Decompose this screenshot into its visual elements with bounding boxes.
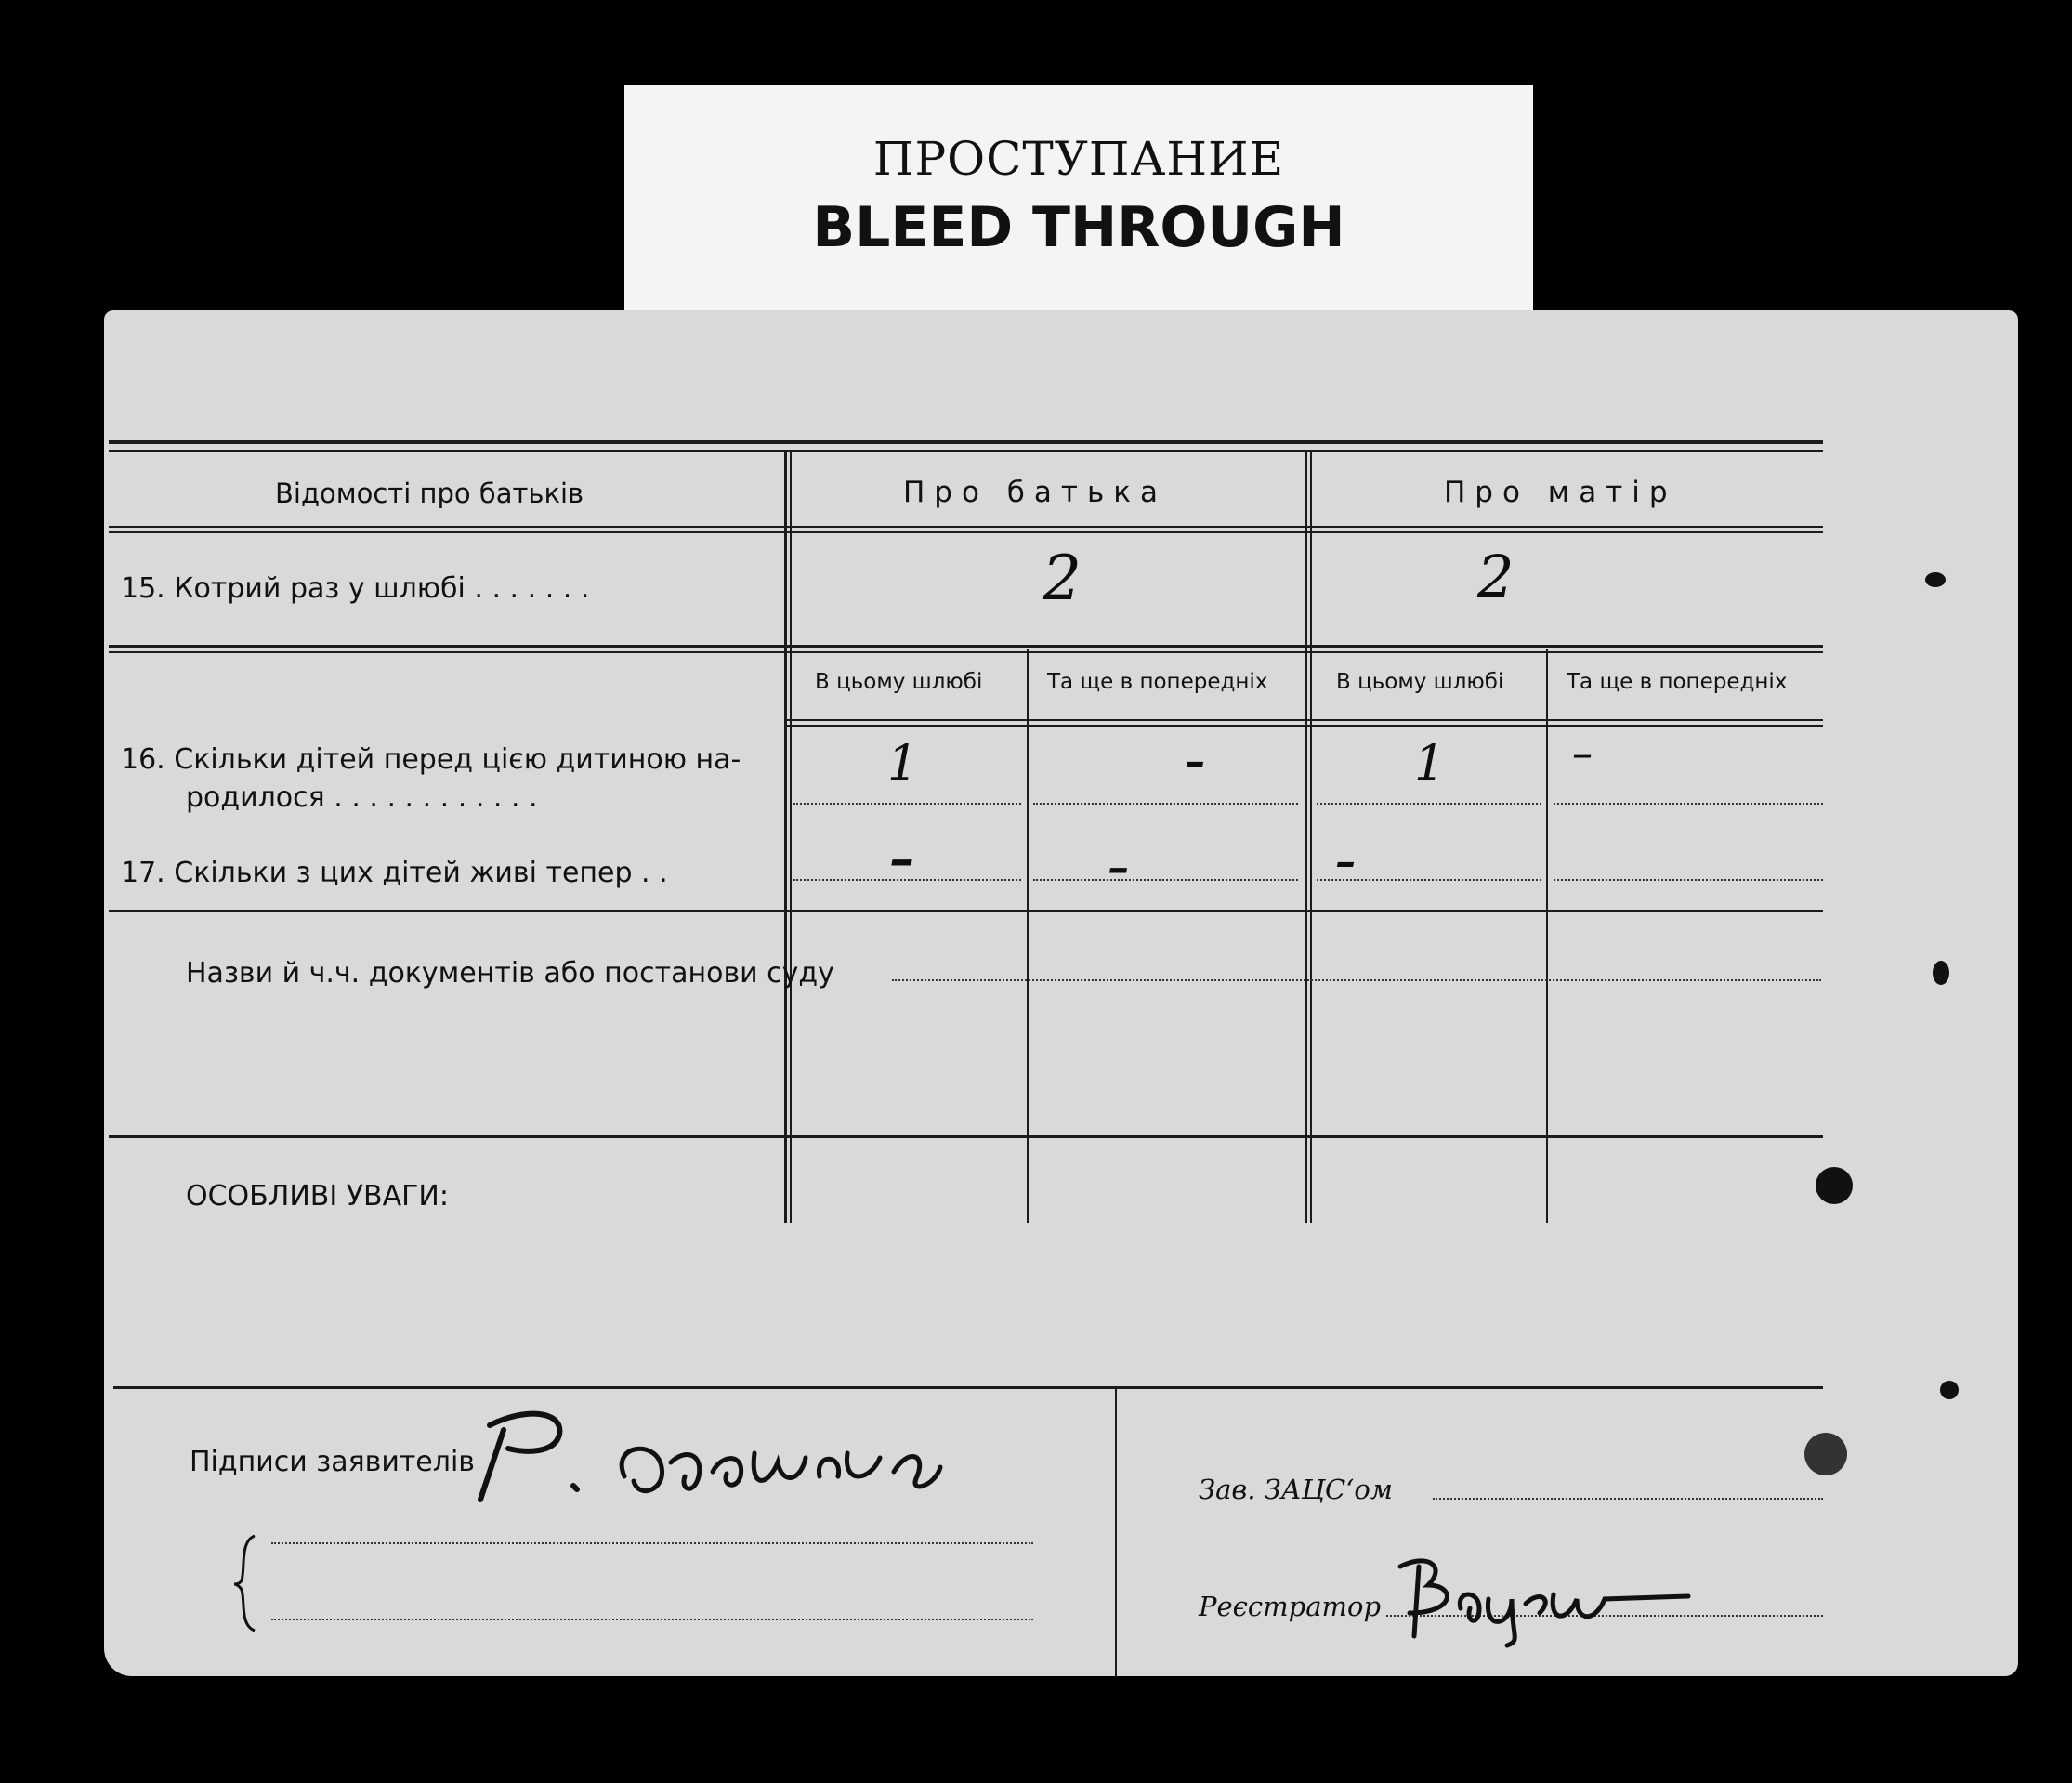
brace-symbol bbox=[232, 1532, 260, 1634]
subheader-mother-current-marriage: В цьому шлюбі bbox=[1336, 670, 1504, 694]
column-divider-2 bbox=[1305, 452, 1307, 1223]
table-top-rule-inner bbox=[109, 450, 1823, 452]
row-16-dotline-1 bbox=[793, 803, 1021, 805]
head-zags-signature-line bbox=[1433, 1498, 1823, 1500]
row-16-dotline-3 bbox=[1317, 803, 1541, 805]
column-divider-1b bbox=[790, 452, 792, 1223]
punch-hole-4 bbox=[1940, 1381, 1959, 1399]
q17-mother-current-value: – bbox=[1335, 838, 1356, 885]
punch-hole-5 bbox=[1804, 1433, 1847, 1475]
form-sheet bbox=[104, 310, 2018, 1676]
row-17-dotline-3 bbox=[1317, 879, 1541, 881]
q17-father-previous-value: – bbox=[1108, 842, 1129, 892]
table-top-rule bbox=[109, 440, 1823, 444]
header-bottom-rule-2 bbox=[109, 531, 1823, 533]
column-divider-1 bbox=[784, 452, 787, 1223]
notes-bottom-rule bbox=[113, 1386, 1823, 1389]
punch-hole-1 bbox=[1925, 572, 1946, 587]
header-about-father: Про батька bbox=[903, 476, 1167, 509]
row-16-dotline-2 bbox=[1033, 803, 1298, 805]
column-divider-2b bbox=[1310, 452, 1312, 1223]
punch-hole-2 bbox=[1933, 961, 1949, 985]
applicant-signature bbox=[471, 1397, 1047, 1509]
header-about-mother: Про матір bbox=[1444, 476, 1677, 509]
header-parents-info: Відомості про батьків bbox=[275, 478, 584, 509]
special-notes-label: ОСОБЛИВІ УВАГИ: bbox=[186, 1180, 449, 1213]
documents-dotline bbox=[892, 979, 1821, 981]
registrar-signature bbox=[1391, 1548, 1707, 1650]
row-16-dotline-4 bbox=[1554, 803, 1823, 805]
row-15-bottom-rule-2 bbox=[109, 651, 1823, 653]
documents-bottom-rule bbox=[109, 1135, 1823, 1138]
row-15-bottom-rule bbox=[109, 645, 1823, 648]
applicant-signature-line-2 bbox=[271, 1619, 1033, 1620]
question-16-label-line2: родилося . . . . . . . . . . . . bbox=[186, 781, 538, 814]
q16-mother-previous-value: – bbox=[1572, 730, 1593, 778]
q17-father-current-value: – bbox=[889, 829, 914, 888]
label-english-text: BLEED THROUGH bbox=[812, 195, 1345, 260]
question-15-label: 15. Котрий раз у шлюбі . . . . . . . bbox=[121, 572, 590, 605]
question-16-label-line1: 16. Скільки дітей перед цією дитиною на- bbox=[121, 743, 741, 776]
documents-label: Назви й ч.ч. документів або постанови суду bbox=[186, 957, 834, 990]
applicants-signatures-label: Підписи заявителів bbox=[190, 1446, 475, 1478]
subheader-bottom-rule-2 bbox=[787, 725, 1823, 727]
punch-hole-3 bbox=[1816, 1167, 1853, 1204]
q15-mother-value: 2 bbox=[1477, 543, 1515, 610]
subheader-father-current-marriage: В цьому шлюбі bbox=[815, 670, 983, 694]
q16-father-previous-value: – bbox=[1185, 738, 1205, 785]
q16-father-current-value: 1 bbox=[887, 736, 919, 792]
head-zags-label: Зав. ЗАЦС‘ом bbox=[1199, 1474, 1393, 1505]
registrar-label: Реєстратор bbox=[1199, 1591, 1382, 1622]
label-russian-text: ПРОСТУПАНИЕ bbox=[872, 132, 1285, 186]
row-17-dotline-2 bbox=[1033, 879, 1298, 881]
subheader-mother-previous-marriages: Та ще в попередніх bbox=[1567, 670, 1788, 694]
question-17-label: 17. Скільки з цих дітей живі тепер . . bbox=[121, 857, 668, 889]
row-17-dotline-1 bbox=[793, 879, 1021, 881]
table-bottom-rule bbox=[109, 910, 1823, 912]
row-17-dotline-4 bbox=[1554, 879, 1823, 881]
bleed-through-label-card bbox=[624, 85, 1533, 318]
header-bottom-rule bbox=[109, 526, 1823, 528]
subheader-father-previous-marriages: Та ще в попередніх bbox=[1047, 670, 1268, 694]
applicant-signature-line-1 bbox=[271, 1542, 1033, 1544]
q16-mother-current-value: 1 bbox=[1414, 736, 1446, 792]
q15-father-value: 2 bbox=[1043, 543, 1082, 614]
subheader-bottom-rule bbox=[787, 719, 1823, 721]
signatures-divider bbox=[1115, 1388, 1117, 1676]
